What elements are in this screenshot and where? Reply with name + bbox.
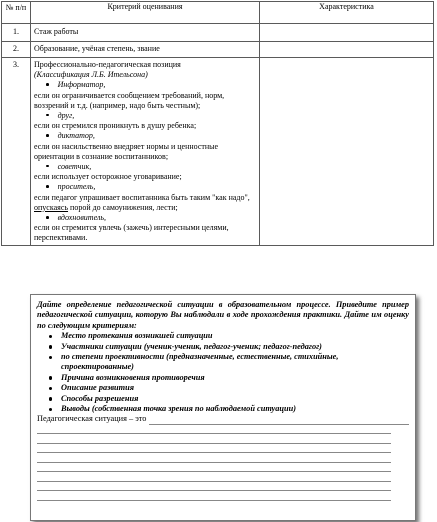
role-title: вдохновитель,: [57, 213, 107, 223]
role-title: друг,: [57, 111, 75, 121]
row-criterion-position: [31, 58, 260, 246]
header-num: № п/п: [2, 2, 31, 24]
role-item: [34, 213, 256, 223]
header-characteristic: Характеристика: [260, 2, 434, 24]
row-num: 1.: [2, 24, 31, 42]
answer-blank[interactable]: [37, 453, 391, 463]
answer-blank[interactable]: [37, 472, 391, 482]
row-characteristic[interactable]: [260, 24, 434, 42]
bullet-icon: [46, 216, 49, 219]
table-header-row: [2, 2, 434, 24]
row-num: 2.: [2, 42, 31, 58]
answer-blank[interactable]: [37, 434, 391, 444]
bullet-icon: [46, 165, 49, 168]
row-criterion: Образование, учёная степень, звание: [31, 42, 260, 58]
answer-blank[interactable]: [37, 444, 391, 454]
table-row: [2, 24, 434, 42]
bullet-icon: [46, 185, 49, 188]
row-characteristic[interactable]: [260, 58, 434, 246]
position-title: Профессионально-педагогическая позиция: [34, 60, 181, 69]
role-title: советчик,: [57, 162, 92, 172]
row-characteristic[interactable]: [260, 42, 434, 58]
bullet-icon: [46, 83, 49, 86]
answer-blank[interactable]: [37, 463, 391, 473]
task-box: [30, 294, 416, 521]
criteria-item: Участники ситуации (ученик-ученик, педагог-ученик; педагог-педагог): [37, 342, 409, 352]
role-desc: если он стремится увлечь (зажечь) интересными целями, перспективами.: [34, 223, 229, 243]
criteria-list: [37, 331, 409, 414]
criteria-item: Причина возникновения противоречия: [37, 373, 409, 383]
criteria-item: Выводы (собственная точка зрения по наблюдаемой ситуации): [37, 404, 409, 414]
row-criterion: Стаж работы: [31, 24, 260, 42]
role-desc-post: порой до самоунижения, лести;: [68, 202, 178, 212]
row-num: 3.: [2, 58, 31, 246]
answer-blank[interactable]: [37, 491, 391, 501]
answer-label: Педагогическая ситуация – это: [37, 414, 147, 424]
task-intro: Дайте определение педагогической ситуации в образовательном процессе. Приведите пример педагогической ситуации, которую Вы наблюдали в ходе прохождения практики. Дайте им оценку по следующим критериям:: [37, 300, 409, 330]
role-desc-underlined: опускаясь: [34, 202, 69, 212]
criteria-item: Место протекания возникшей ситуации: [37, 331, 409, 341]
criteria-item: Способы разрешения: [37, 394, 409, 404]
role-desc: если он ограничивается сообщением требований, норм, воззрений и т.д. (например, надо быть честным);: [34, 90, 225, 110]
role-item: [34, 182, 256, 192]
role-desc: если он стремился проникнуть в душу ребенка;: [34, 121, 197, 131]
answer-line: [37, 414, 409, 424]
role-title: Информатор,: [57, 80, 106, 90]
header-criterion: Критерий оценивания: [31, 2, 260, 24]
role-desc: если он насильственно внедряет нормы и ценностные ориентации в сознание воспитанников;: [34, 141, 219, 161]
role-item: [34, 80, 256, 90]
table-row: [2, 42, 434, 58]
bullet-icon: [46, 134, 49, 137]
classification-note: (Классификация Л.Б. Ительсона): [34, 70, 148, 80]
role-title: проситель,: [57, 182, 96, 192]
role-item: [34, 162, 256, 172]
criteria-item: по степени проективности (предназначенные, естественные, стихийные, спроектированные): [37, 352, 409, 373]
answer-blank[interactable]: [149, 416, 409, 425]
role-title: диктатор,: [57, 131, 95, 141]
role-item: [34, 131, 256, 141]
table-row: [2, 58, 434, 246]
role-desc: если использует осторожное уговаривание;: [34, 172, 182, 182]
bullet-icon: [46, 114, 49, 117]
role-desc: [34, 193, 256, 213]
role-item: [34, 111, 256, 121]
answer-blank[interactable]: [37, 425, 391, 435]
evaluation-table: [1, 1, 434, 246]
role-desc-pre: если педагог упрашивает воспитанника быть таким "как надо",: [34, 192, 250, 202]
criteria-item: Описание развития: [37, 383, 409, 393]
answer-blank[interactable]: [37, 482, 391, 492]
